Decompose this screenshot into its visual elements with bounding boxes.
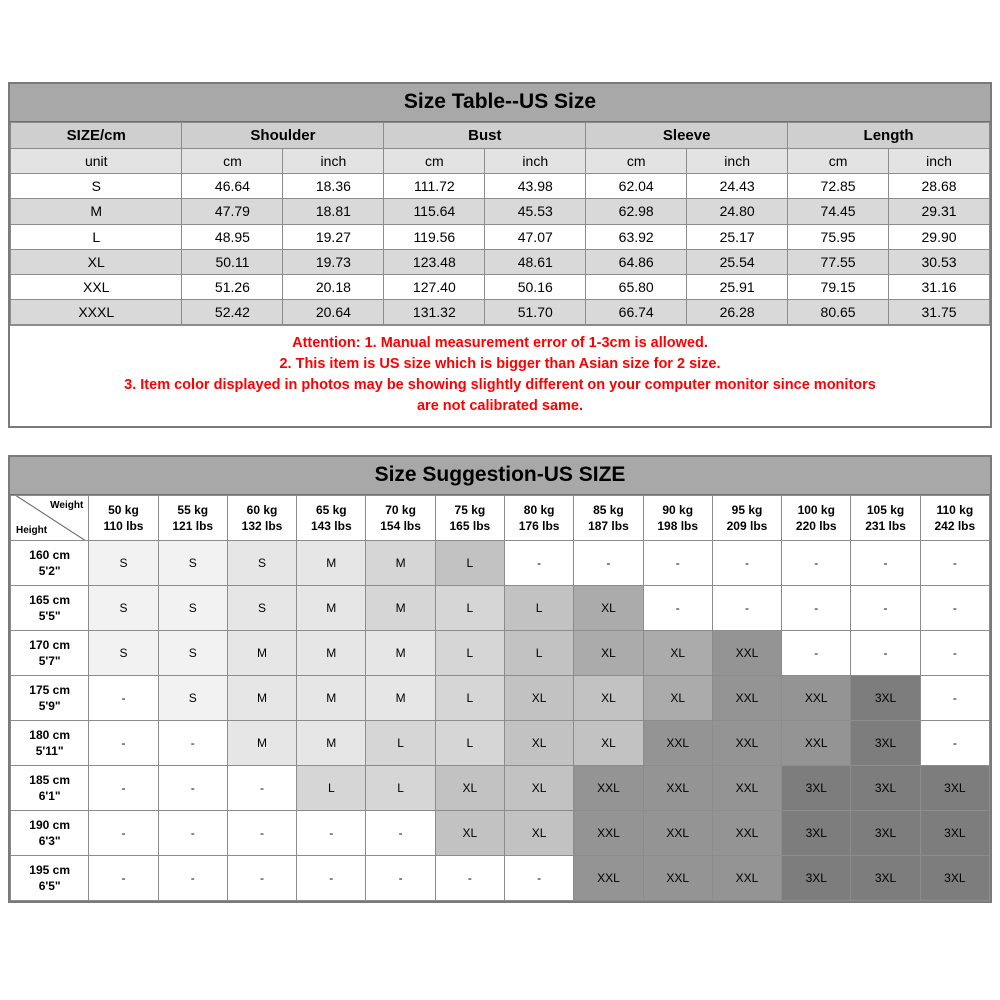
weight-column-header <box>297 496 366 541</box>
size-value-cell: 25.17 <box>687 224 788 249</box>
suggestion-row <box>11 676 990 721</box>
size-value-cell: 46.64 <box>182 174 283 199</box>
suggestion-cell: 3XL <box>851 721 920 766</box>
suggestion-cell: XL <box>643 631 712 676</box>
suggestion-cell: XL <box>435 766 504 811</box>
suggestion-cell: 3XL <box>920 766 989 811</box>
weight-kg: 50 kg <box>108 502 139 517</box>
size-table-unit-cell: cm <box>384 149 485 174</box>
height-ft: 6'5" <box>38 879 61 893</box>
height-row-header <box>11 676 89 721</box>
height-cm: 185 cm <box>29 772 70 787</box>
suggestion-cell: M <box>366 676 435 721</box>
size-table-row <box>11 199 990 224</box>
weight-column-header <box>574 496 643 541</box>
size-value-cell: 47.79 <box>182 199 283 224</box>
suggestion-cell: - <box>505 856 574 901</box>
height-ft: 5'7" <box>38 654 61 668</box>
suggestion-cell: - <box>89 721 158 766</box>
size-table-header-cell: Bust <box>384 123 586 149</box>
size-value-cell: 51.26 <box>182 274 283 299</box>
suggestion-row <box>11 811 990 856</box>
suggestion-cell: 3XL <box>851 856 920 901</box>
suggestion-cell: - <box>366 811 435 856</box>
weight-kg: 105 kg <box>866 502 905 517</box>
height-cm: 170 cm <box>29 637 70 652</box>
height-cm: 190 cm <box>29 817 70 832</box>
size-value-cell: 131.32 <box>384 299 485 324</box>
size-table-row <box>11 249 990 274</box>
suggestion-cell: M <box>227 631 296 676</box>
suggestion-cell: S <box>158 541 227 586</box>
height-cm: 195 cm <box>29 862 70 877</box>
suggestion-cell: S <box>89 541 158 586</box>
suggestion-cell: - <box>158 811 227 856</box>
size-value-cell: 75.95 <box>788 224 889 249</box>
suggestion-cell: - <box>158 856 227 901</box>
weight-kg: 55 kg <box>177 502 209 517</box>
weight-kg: 85 kg <box>593 502 624 517</box>
suggestion-cell: - <box>89 676 158 721</box>
weight-lbs: 165 lbs <box>449 519 491 533</box>
size-value-cell: 65.80 <box>586 274 687 299</box>
weight-column-header <box>643 496 712 541</box>
suggestion-cell: L <box>435 586 504 631</box>
weight-kg: 95 kg <box>731 502 763 517</box>
suggestion-cell: 3XL <box>782 766 851 811</box>
size-table-header-cell: Sleeve <box>586 123 788 149</box>
suggestion-cell: - <box>920 586 989 631</box>
suggestion-cell: S <box>158 631 227 676</box>
weight-kg: 100 kg <box>797 502 835 517</box>
size-suggestion-title: Size Suggestion-US SIZE <box>10 457 990 495</box>
weight-column-header <box>920 496 989 541</box>
size-value-cell: 127.40 <box>384 274 485 299</box>
suggestion-row <box>11 721 990 766</box>
suggestion-cell: XL <box>574 631 643 676</box>
height-cm: 175 cm <box>29 682 70 697</box>
suggestion-cell: XXL <box>712 811 781 856</box>
weight-column-header <box>435 496 504 541</box>
suggestion-cell: - <box>89 856 158 901</box>
height-ft: 6'3" <box>38 834 61 848</box>
weight-lbs: 121 lbs <box>172 519 214 533</box>
size-value-cell: 19.27 <box>283 224 384 249</box>
height-row-header <box>11 766 89 811</box>
size-value-cell: 64.86 <box>586 249 687 274</box>
suggestion-cell: - <box>574 541 643 586</box>
suggestion-row <box>11 856 990 901</box>
size-value-cell: 31.75 <box>889 299 990 324</box>
size-value-cell: 31.16 <box>889 274 990 299</box>
weight-kg: 65 kg <box>315 502 347 517</box>
size-value-cell: 119.56 <box>384 224 485 249</box>
size-value-cell: 19.73 <box>283 249 384 274</box>
suggestion-cell: XXL <box>782 721 851 766</box>
suggestion-cell: - <box>643 541 712 586</box>
suggestion-cell: L <box>366 721 435 766</box>
size-label-cell: S <box>11 174 182 199</box>
suggestion-cell: M <box>227 676 296 721</box>
size-value-cell: 115.64 <box>384 199 485 224</box>
size-table-unit-cell: inch <box>485 149 586 174</box>
size-suggestion-table <box>10 495 990 901</box>
height-cm: 165 cm <box>29 592 70 607</box>
suggestion-cell: XL <box>574 676 643 721</box>
suggestion-cell: XL <box>505 721 574 766</box>
weight-kg: 60 kg <box>246 502 278 517</box>
suggestion-cell: M <box>297 586 366 631</box>
size-value-cell: 28.68 <box>889 174 990 199</box>
suggestion-cell: L <box>435 541 504 586</box>
height-ft: 5'5" <box>38 609 61 623</box>
suggestion-cell: - <box>227 766 296 811</box>
weight-lbs: 143 lbs <box>310 519 352 533</box>
suggestion-cell: - <box>158 721 227 766</box>
suggestion-cell: XXL <box>712 766 781 811</box>
weight-kg: 110 kg <box>936 502 974 517</box>
size-table-header-cell: Shoulder <box>182 123 384 149</box>
size-value-cell: 79.15 <box>788 274 889 299</box>
size-table-title: Size Table--US Size <box>10 84 990 122</box>
size-label-cell: XXXL <box>11 299 182 324</box>
size-value-cell: 24.43 <box>687 174 788 199</box>
suggestion-cell: XXL <box>712 631 781 676</box>
suggestion-cell: - <box>297 811 366 856</box>
size-value-cell: 48.61 <box>485 249 586 274</box>
weight-kg: 75 kg <box>454 502 486 517</box>
suggestion-cell: XL <box>505 766 574 811</box>
size-table-row <box>11 174 990 199</box>
suggestion-cell: 3XL <box>851 811 920 856</box>
weight-lbs: 242 lbs <box>934 519 976 533</box>
height-row-header <box>11 586 89 631</box>
suggestion-cell: 3XL <box>782 856 851 901</box>
weight-column-header <box>89 496 158 541</box>
size-table-unit-cell: cm <box>788 149 889 174</box>
suggestion-cell: - <box>782 631 851 676</box>
weight-lbs: 209 lbs <box>726 519 768 533</box>
suggestion-cell: 3XL <box>920 811 989 856</box>
height-ft: 6'1" <box>38 789 61 803</box>
size-value-cell: 111.72 <box>384 174 485 199</box>
suggestion-cell: XXL <box>643 811 712 856</box>
suggestion-cell: - <box>89 811 158 856</box>
suggestion-cell: - <box>920 676 989 721</box>
suggestion-cell: S <box>227 586 296 631</box>
weight-lbs: 198 lbs <box>657 519 699 533</box>
suggestion-cell: XXL <box>574 856 643 901</box>
weight-axis-label: Weight <box>50 500 84 511</box>
size-value-cell: 74.45 <box>788 199 889 224</box>
size-value-cell: 47.07 <box>485 224 586 249</box>
size-value-cell: 20.18 <box>283 274 384 299</box>
suggestion-row <box>11 586 990 631</box>
size-table-unit-cell: inch <box>283 149 384 174</box>
suggestion-cell: 3XL <box>782 811 851 856</box>
height-row-header <box>11 721 89 766</box>
suggestion-cell: M <box>297 721 366 766</box>
suggestion-cell: L <box>435 721 504 766</box>
suggestion-cell: XXL <box>643 766 712 811</box>
suggestion-cell: XL <box>435 811 504 856</box>
suggestion-cell: M <box>366 541 435 586</box>
size-table-header-cell: SIZE/cm <box>11 123 182 149</box>
suggestion-cell: 3XL <box>851 766 920 811</box>
attention-line-2: 2. This item is US size which is bigger than Asian size for 2 size. <box>279 355 721 372</box>
size-label-cell: XL <box>11 249 182 274</box>
size-value-cell: 26.28 <box>687 299 788 324</box>
suggestion-cell: - <box>920 541 989 586</box>
suggestion-cell: XL <box>505 676 574 721</box>
size-value-cell: 66.74 <box>586 299 687 324</box>
suggestion-cell: S <box>89 631 158 676</box>
size-table-unit-cell: inch <box>889 149 990 174</box>
size-label-cell: M <box>11 199 182 224</box>
height-row-header <box>11 856 89 901</box>
size-table-header-row <box>11 123 990 149</box>
suggestion-cell: - <box>920 631 989 676</box>
suggestion-cell: 3XL <box>851 676 920 721</box>
suggestion-cell: XXL <box>712 721 781 766</box>
suggestion-cell: M <box>366 586 435 631</box>
weight-column-header <box>505 496 574 541</box>
size-table-unit-cell: cm <box>586 149 687 174</box>
suggestion-cell: - <box>712 586 781 631</box>
weight-column-header <box>227 496 296 541</box>
suggestion-cell: XXL <box>712 676 781 721</box>
suggestion-cell: XXL <box>574 766 643 811</box>
suggestion-cell: - <box>782 586 851 631</box>
suggestion-cell: XXL <box>712 856 781 901</box>
suggestion-cell: L <box>366 766 435 811</box>
size-value-cell: 80.65 <box>788 299 889 324</box>
height-row-header <box>11 811 89 856</box>
weight-lbs: 110 lbs <box>103 519 144 533</box>
size-value-cell: 123.48 <box>384 249 485 274</box>
weight-height-corner-cell <box>11 496 89 541</box>
suggestion-cell: M <box>366 631 435 676</box>
suggestion-cell: XXL <box>782 676 851 721</box>
suggestion-cell: M <box>297 541 366 586</box>
size-value-cell: 62.04 <box>586 174 687 199</box>
size-table-unit-row <box>11 149 990 174</box>
suggestion-cell: XL <box>505 811 574 856</box>
weight-lbs: 231 lbs <box>865 519 906 533</box>
weight-kg: 80 kg <box>523 502 555 517</box>
suggestion-cell: - <box>643 586 712 631</box>
suggestion-cell: M <box>227 721 296 766</box>
suggestion-cell: L <box>435 631 504 676</box>
size-value-cell: 52.42 <box>182 299 283 324</box>
suggestion-cell: XL <box>643 676 712 721</box>
size-value-cell: 72.85 <box>788 174 889 199</box>
size-table-unit-cell: unit <box>11 149 182 174</box>
suggestion-cell: - <box>505 541 574 586</box>
size-value-cell: 50.11 <box>182 249 283 274</box>
suggestion-cell: S <box>227 541 296 586</box>
size-label-cell: XXL <box>11 274 182 299</box>
suggestion-cell: L <box>435 676 504 721</box>
size-table-unit-cell: cm <box>182 149 283 174</box>
size-table-block <box>8 82 992 428</box>
weight-kg: 70 kg <box>385 502 416 517</box>
suggestion-cell: - <box>435 856 504 901</box>
suggestion-cell: S <box>89 586 158 631</box>
size-table-row <box>11 299 990 324</box>
size-table <box>10 122 990 325</box>
suggestion-cell: - <box>227 856 296 901</box>
size-table-row <box>11 224 990 249</box>
suggestion-cell: - <box>920 721 989 766</box>
suggestion-cell: L <box>505 631 574 676</box>
weight-lbs: 220 lbs <box>795 519 837 533</box>
suggestion-cell: XXL <box>643 856 712 901</box>
size-value-cell: 77.55 <box>788 249 889 274</box>
suggestion-row <box>11 541 990 586</box>
suggestion-cell: - <box>158 766 227 811</box>
size-table-unit-cell: inch <box>687 149 788 174</box>
weight-column-header <box>782 496 851 541</box>
suggestion-cell: - <box>89 766 158 811</box>
size-label-cell: L <box>11 224 182 249</box>
attention-line-1: Attention: 1. Manual measurement error of 1-3cm is allowed. <box>292 334 708 351</box>
weight-lbs: 187 lbs <box>588 519 629 533</box>
suggestion-cell: - <box>712 541 781 586</box>
suggestion-cell: M <box>297 676 366 721</box>
attention-line-4: are not calibrated same. <box>416 397 583 414</box>
suggestion-cell: XXL <box>643 721 712 766</box>
weight-column-header <box>366 496 435 541</box>
attention-note <box>10 325 990 426</box>
suggestion-cell: - <box>851 586 920 631</box>
suggestion-cell: - <box>851 631 920 676</box>
size-value-cell: 29.31 <box>889 199 990 224</box>
size-value-cell: 29.90 <box>889 224 990 249</box>
suggestion-cell: - <box>227 811 296 856</box>
size-value-cell: 18.81 <box>283 199 384 224</box>
suggestion-cell: 3XL <box>920 856 989 901</box>
suggestion-cell: S <box>158 586 227 631</box>
size-value-cell: 24.80 <box>687 199 788 224</box>
weight-lbs: 132 lbs <box>241 519 283 533</box>
height-axis-label: Height <box>16 525 48 536</box>
suggestion-cell: - <box>366 856 435 901</box>
attention-line-3: 3. Item color displayed in photos may be showing slightly different on your computer monitor since monitors <box>124 376 876 393</box>
suggestion-cell: L <box>505 586 574 631</box>
size-value-cell: 30.53 <box>889 249 990 274</box>
size-value-cell: 45.53 <box>485 199 586 224</box>
suggestion-row <box>11 631 990 676</box>
height-ft: 5'2" <box>38 564 61 578</box>
size-value-cell: 50.16 <box>485 274 586 299</box>
height-cm: 180 cm <box>29 727 70 742</box>
size-value-cell: 25.54 <box>687 249 788 274</box>
weight-lbs: 154 lbs <box>380 519 421 533</box>
suggestion-cell: XL <box>574 586 643 631</box>
size-value-cell: 20.64 <box>283 299 384 324</box>
size-value-cell: 62.98 <box>586 199 687 224</box>
suggestion-cell: S <box>158 676 227 721</box>
size-value-cell: 18.36 <box>283 174 384 199</box>
suggestion-cell: L <box>297 766 366 811</box>
height-row-header <box>11 631 89 676</box>
height-ft: 5'11" <box>35 744 64 758</box>
size-value-cell: 63.92 <box>586 224 687 249</box>
size-value-cell: 43.98 <box>485 174 586 199</box>
weight-kg: 90 kg <box>662 502 694 517</box>
size-table-header-cell: Length <box>788 123 990 149</box>
height-row-header <box>11 541 89 586</box>
size-value-cell: 51.70 <box>485 299 586 324</box>
suggestion-header-row <box>11 496 990 541</box>
suggestion-row <box>11 766 990 811</box>
suggestion-cell: - <box>297 856 366 901</box>
size-suggestion-block <box>8 455 992 903</box>
height-cm: 160 cm <box>29 547 70 562</box>
size-table-row <box>11 274 990 299</box>
suggestion-cell: - <box>851 541 920 586</box>
height-ft: 5'9" <box>38 699 61 713</box>
size-value-cell: 25.91 <box>687 274 788 299</box>
suggestion-cell: - <box>782 541 851 586</box>
weight-column-header <box>851 496 920 541</box>
weight-column-header <box>712 496 781 541</box>
suggestion-cell: XXL <box>574 811 643 856</box>
suggestion-cell: M <box>297 631 366 676</box>
suggestion-cell: XL <box>574 721 643 766</box>
weight-column-header <box>158 496 227 541</box>
size-value-cell: 48.95 <box>182 224 283 249</box>
weight-lbs: 176 lbs <box>518 519 560 533</box>
